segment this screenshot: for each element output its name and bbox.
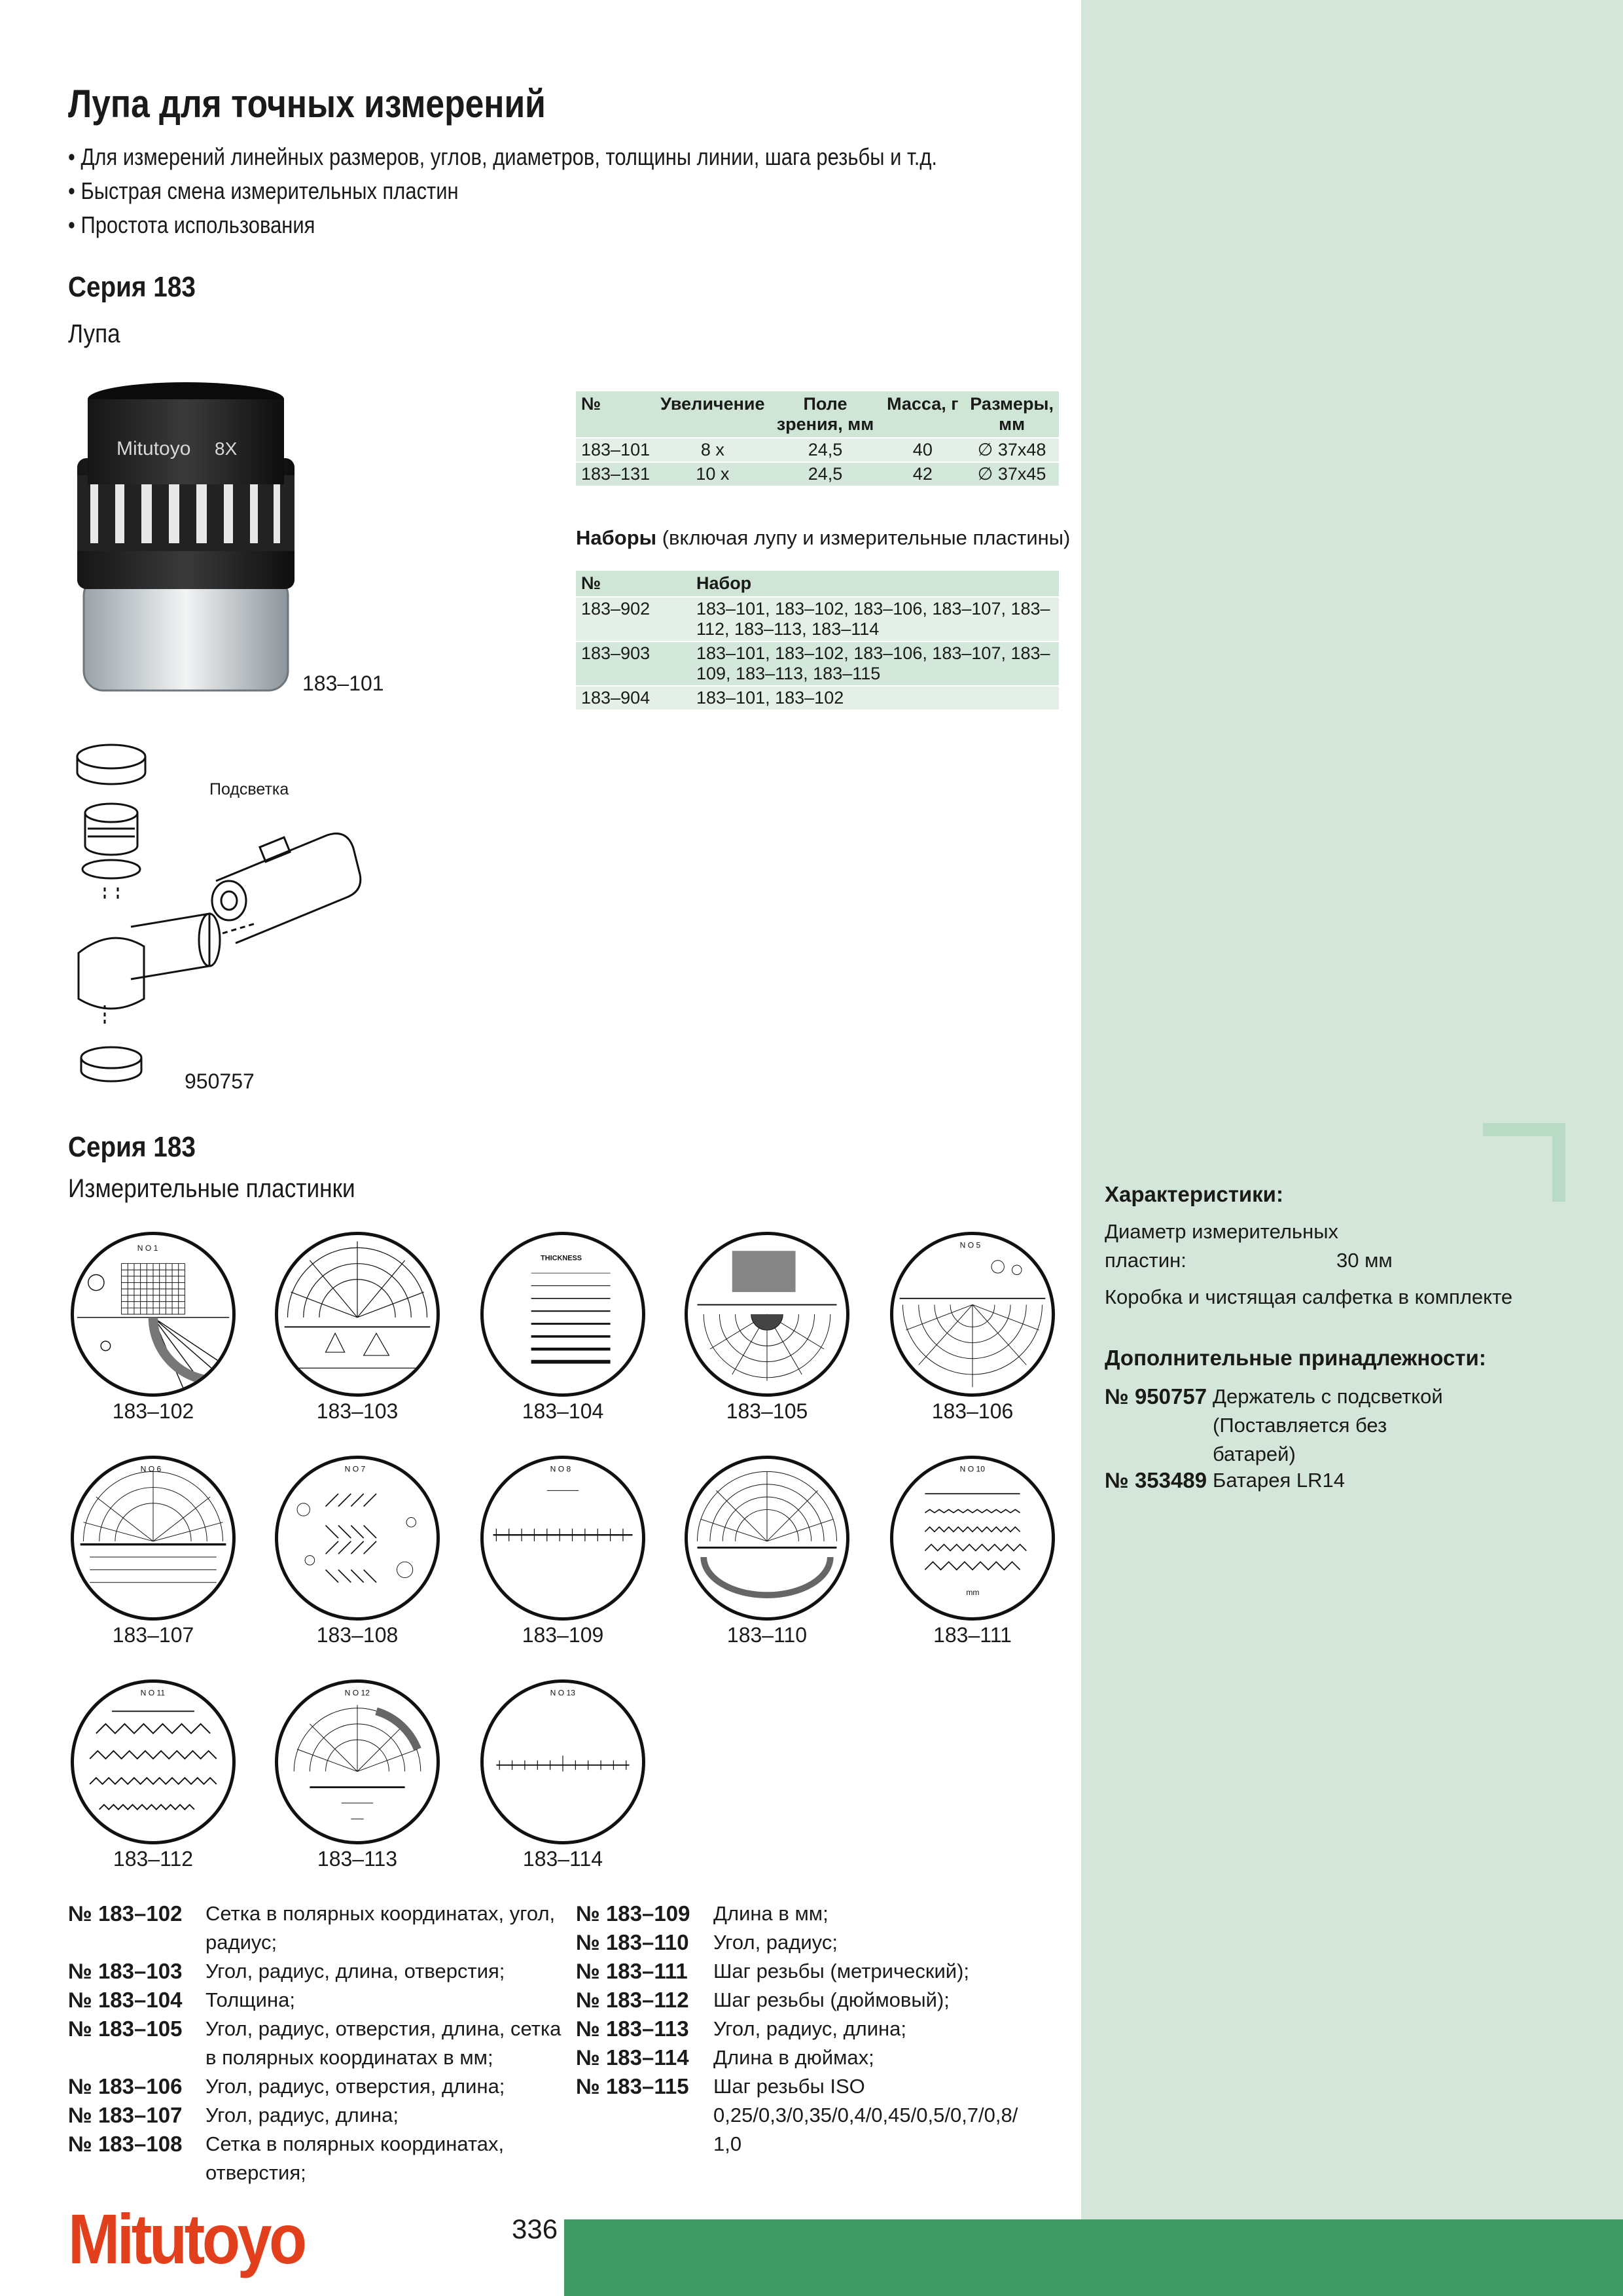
plate-legend-right: [576, 1899, 1060, 2159]
sets-heading-bold: Наборы: [576, 526, 657, 549]
legend-number: № 183–109: [576, 1901, 690, 1926]
svg-text:N O 13: N O 13: [550, 1688, 575, 1698]
table-cell: 183–131: [576, 462, 655, 486]
table-cell: 183–101, 183–102, 183–106, 183–107, 183–109, 183–113, 183–115: [691, 641, 1059, 686]
col-header: Увеличение: [655, 391, 770, 438]
series-heading: Серия 183: [68, 271, 196, 303]
illumination-label: Подсветка: [209, 780, 289, 798]
plate-caption: 183–114: [522, 1847, 603, 1871]
reticle-183-107: [71, 1456, 236, 1621]
legend-number: № 183–104: [68, 1988, 183, 2012]
box-note: Коробка и чистящая салфетка в комплекте: [1105, 1285, 1513, 1308]
feature-item: • Быстрая смена измерительных пластин: [68, 174, 937, 208]
legend-number: № 183–106: [68, 2074, 183, 2098]
table-cell: 42: [880, 462, 965, 486]
table-cell: 183–101: [576, 438, 655, 462]
legend-text: Длина в мм;: [713, 1902, 829, 1925]
table-row: [576, 641, 1059, 686]
legend-text: Шаг резьбы ISO 0,25/0,3/0,35/0,4/0,45/0,5/0,7/0,8/ 1,0: [713, 2075, 1018, 2155]
table-cell: 183–904: [576, 686, 691, 709]
legend-text: Толщина;: [205, 1988, 295, 2011]
svg-text:N O 6: N O 6: [140, 1464, 162, 1474]
reticle-183-114: [480, 1679, 645, 1844]
legend-item: [68, 2130, 565, 2187]
legend-text: Угол, радиус, отверстия, длина;: [205, 2075, 505, 2098]
svg-text:N O 7: N O 7: [344, 1464, 366, 1474]
plate-caption: 183–105: [726, 1399, 808, 1423]
sets-heading-rest: (включая лупу и измерительные пластины): [656, 526, 1071, 549]
col-header: Набор: [691, 571, 1059, 597]
legend-number: № 183–115: [576, 2074, 689, 2098]
svg-text:N O 10: N O 10: [959, 1464, 985, 1474]
legend-text: Длина в дюймах;: [713, 2046, 874, 2069]
plate-caption: 183–112: [113, 1847, 194, 1871]
plate-legend-left: [68, 1899, 565, 2187]
svg-text:Mitutoyo: Mitutoyo: [116, 438, 191, 459]
reticle-183-111: [890, 1456, 1055, 1621]
page-title: Лупа для точных измерений: [68, 82, 546, 126]
plate-caption: 183–106: [931, 1399, 1014, 1423]
legend-text: Угол, радиус, длина;: [713, 2017, 907, 2040]
series-heading: Серия 183: [68, 1131, 196, 1163]
legend-item: [576, 2043, 1060, 2072]
legend-number: № 183–110: [576, 1930, 689, 1954]
accessory-text: Держатель с подсветкой (Поставляется без батарей): [1213, 1385, 1443, 1465]
col-header: Масса, г: [880, 391, 965, 438]
legend-item: [68, 2072, 565, 2101]
reticle-183-110: [685, 1456, 849, 1621]
accessory-item: [1105, 1466, 1497, 1495]
legend-number: № 183–102: [68, 1901, 183, 1926]
legend-item: [68, 1986, 565, 2015]
legend-number: № 183–103: [68, 1959, 183, 1983]
plate-caption: 183–109: [522, 1623, 604, 1647]
accessory-item: [1105, 1382, 1497, 1469]
legend-item: [68, 1957, 565, 1986]
plate-caption: 183–111: [933, 1623, 1012, 1647]
plate-caption: 183–102: [112, 1399, 194, 1423]
series-subtitle: Измерительные пластинки: [68, 1174, 355, 1203]
table-cell: 183–903: [576, 641, 691, 686]
legend-number: № 183–105: [68, 2017, 183, 2041]
diameter-value: 30 мм: [1336, 1249, 1393, 1272]
legend-number: № 183–111: [576, 1959, 688, 1983]
plate-caption: 183–107: [112, 1623, 194, 1647]
reticle-183-104: [480, 1232, 645, 1397]
reticle-183-106: [890, 1232, 1055, 1397]
legend-text: Угол, радиус, длина;: [205, 2104, 399, 2126]
legend-number: № 183–107: [68, 2103, 183, 2127]
reticle-183-108: [275, 1456, 440, 1621]
col-header: №: [576, 391, 655, 438]
sets-table: [576, 571, 1059, 709]
sets-heading: [576, 526, 1070, 550]
reticle-183-102: [71, 1232, 236, 1397]
footer-bar: [564, 2219, 1623, 2296]
legend-number: № 183–114: [576, 2045, 689, 2070]
legend-item: [68, 2101, 565, 2130]
diameter-label: Диаметр измерительных пластин:: [1105, 1220, 1338, 1272]
legend-item: [576, 1957, 1060, 1986]
legend-item: [576, 1986, 1060, 2015]
legend-number: № 183–113: [576, 2017, 689, 2041]
specs-table: [576, 391, 1059, 486]
magnifier-image: [64, 380, 313, 707]
legend-item: [576, 2015, 1060, 2043]
plate-caption: 183–113: [317, 1847, 398, 1871]
table-cell: 40: [880, 438, 965, 462]
accessory-number: № 950757: [1105, 1384, 1207, 1408]
legend-text: Сетка в полярных координатах, угол, радиус;: [205, 1902, 556, 1954]
legend-number: № 183–112: [576, 1988, 689, 2012]
col-header: №: [576, 571, 691, 597]
accessory-text: Батарея LR14: [1213, 1469, 1345, 1492]
table-cell: ∅ 37x48: [965, 438, 1059, 462]
feature-list: [68, 140, 937, 242]
col-header: Размеры, мм: [965, 391, 1059, 438]
svg-text:N O 5: N O 5: [959, 1240, 981, 1250]
plate-caption: 183–108: [316, 1623, 399, 1647]
table-row: [576, 462, 1059, 486]
table-cell: 183–101, 183–102, 183–106, 183–107, 183–112, 183–113, 183–114: [691, 597, 1059, 641]
plate-caption: 183–104: [522, 1399, 604, 1423]
table-row: [576, 597, 1059, 641]
table-cell: ∅ 37x45: [965, 462, 1059, 486]
holder-label: 950757: [185, 1069, 255, 1093]
feature-item: • Простота использования: [68, 208, 937, 242]
legend-item: [576, 2072, 1060, 2159]
legend-item: [576, 1899, 1060, 1928]
col-header: Поле зрения, мм: [770, 391, 881, 438]
table-cell: 183–902: [576, 597, 691, 641]
legend-text: Угол, радиус, отверстия, длина, сетка в полярных координатах в мм;: [205, 2017, 562, 2069]
feature-item: • Для измерений линейных размеров, углов, диаметров, толщины линии, шага резьбы и т.д.: [68, 140, 937, 174]
svg-text:N O 8: N O 8: [550, 1464, 571, 1474]
svg-text:8X: 8X: [215, 439, 238, 459]
table-cell: 183–101, 183–102: [691, 686, 1059, 709]
legend-item: [576, 1928, 1060, 1957]
table-row: [576, 686, 1059, 709]
table-cell: 8 x: [655, 438, 770, 462]
svg-text:N O 1: N O 1: [137, 1244, 158, 1253]
table-cell: 10 x: [655, 462, 770, 486]
series-subtitle: Лупа: [68, 319, 120, 348]
svg-text:mm: mm: [966, 1588, 980, 1598]
table-cell: 24,5: [770, 462, 881, 486]
accessory-number: № 353489: [1105, 1468, 1207, 1492]
characteristics-title: Характеристики:: [1105, 1182, 1283, 1206]
corner-mark: [1483, 1123, 1565, 1202]
legend-number: № 183–108: [68, 2132, 183, 2156]
svg-text:THICKNESS: THICKNESS: [541, 1254, 582, 1263]
legend-text: Шаг резьбы (дюймовый);: [713, 1988, 950, 2011]
mitutoyo-logo: Mitutoyo: [68, 2199, 304, 2278]
product-label: 183–101: [302, 672, 384, 695]
accessories-title: Дополнительные принадлежности:: [1105, 1346, 1486, 1370]
svg-text:N O 11: N O 11: [140, 1688, 166, 1698]
svg-text:N O 12: N O 12: [344, 1688, 370, 1698]
reticle-183-112: [71, 1679, 236, 1844]
reticle-183-103: [275, 1232, 440, 1397]
legend-text: Угол, радиус;: [713, 1931, 838, 1954]
plate-caption: 183–103: [316, 1399, 399, 1423]
table-cell: 24,5: [770, 438, 881, 462]
reticle-183-109: [480, 1456, 645, 1621]
page-number: 336: [512, 2214, 558, 2244]
plate-caption: 183–110: [726, 1623, 808, 1647]
reticle-183-113: [275, 1679, 440, 1844]
legend-item: [68, 2015, 565, 2072]
legend-item: [68, 1899, 565, 1957]
reticle-183-105: [685, 1232, 849, 1397]
table-row: [576, 438, 1059, 462]
legend-text: Угол, радиус, длина, отверстия;: [205, 1960, 505, 1982]
legend-text: Сетка в полярных координатах, отверстия;: [205, 2132, 505, 2184]
legend-text: Шаг резьбы (метрический);: [713, 1960, 970, 1982]
